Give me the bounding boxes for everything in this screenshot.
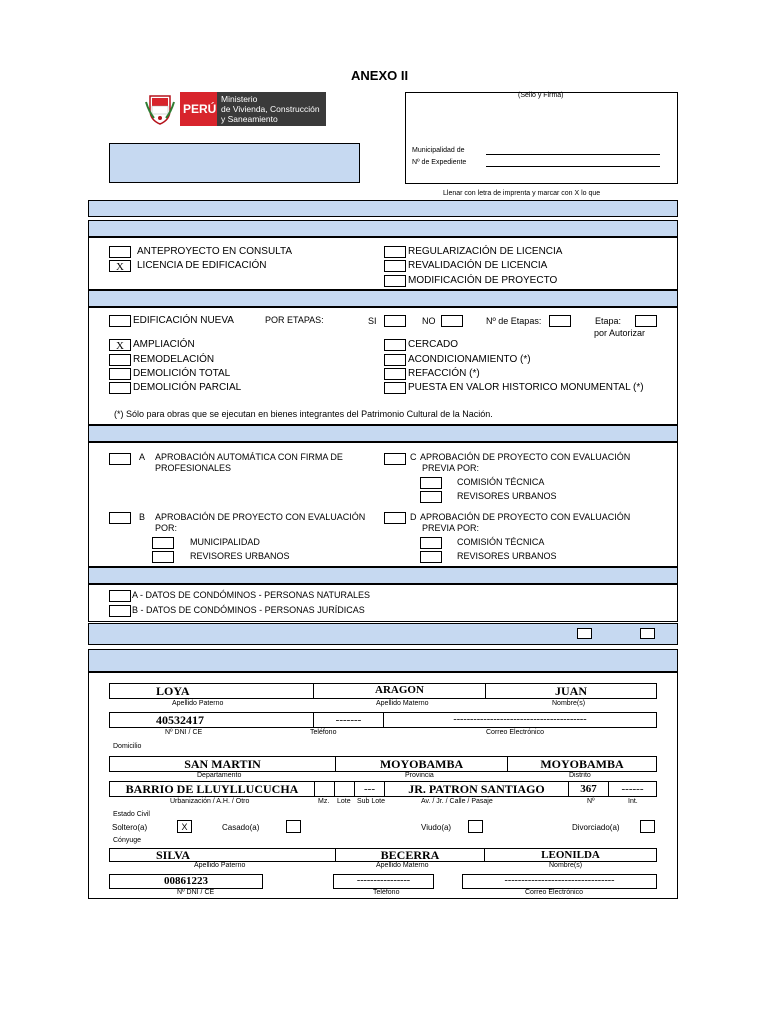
label-telefono: Teléfono bbox=[310, 729, 337, 736]
label-provincia: Provincia bbox=[405, 772, 434, 779]
field-interior[interactable]: ------ bbox=[608, 781, 657, 797]
label-nombres: Nombre(s) bbox=[552, 700, 586, 707]
checkbox-cercado[interactable] bbox=[384, 339, 406, 351]
label-por-etapas: POR ETAPAS: bbox=[265, 315, 324, 325]
letter-a: A bbox=[139, 452, 146, 462]
label-c-revisores: REVISORES URBANOS bbox=[457, 491, 557, 501]
label-cercado: CERCADO bbox=[408, 339, 459, 350]
section-band-administrado bbox=[88, 649, 678, 672]
section-band-modalidad bbox=[88, 425, 678, 442]
label-condominios-naturales: A - DATOS DE CONDÓMINOS - PERSONAS NATURALES bbox=[132, 590, 371, 600]
checkbox-c-comision[interactable] bbox=[420, 477, 442, 489]
label-modificacion: MODIFICACIÓN DE PROYECTO bbox=[408, 275, 558, 286]
input-num-etapas[interactable] bbox=[549, 315, 571, 327]
peru-coat-of-arms-icon bbox=[144, 92, 176, 126]
label-condominios-juridicas: B - DATOS DE CONDÓMINOS - PERSONAS JURÍDICAS bbox=[132, 605, 365, 615]
label-acondicionamiento: ACONDICIONAMIENTO (*) bbox=[408, 354, 531, 365]
label-remodelacion: REMODELACIÓN bbox=[133, 354, 215, 365]
expediente-field[interactable] bbox=[486, 166, 660, 167]
field-lote[interactable] bbox=[334, 781, 355, 797]
field-conyuge-apellido-paterno[interactable]: SILVA bbox=[109, 848, 336, 862]
label-demolicion-parcial: DEMOLICIÓN PARCIAL bbox=[133, 382, 242, 393]
label-conyuge-telefono: Teléfono bbox=[373, 889, 400, 896]
checkbox-divorciado[interactable] bbox=[640, 820, 655, 833]
label-anteproyecto: ANTEPROYECTO EN CONSULTA bbox=[137, 246, 293, 257]
label-licencia-edificacion: LICENCIA DE EDIFICACIÓN bbox=[137, 260, 267, 271]
label-b-revisores: REVISORES URBANOS bbox=[190, 551, 290, 561]
checkbox-d-revisores[interactable] bbox=[420, 551, 442, 563]
logo-ministry-line-3: y Saneamiento bbox=[221, 114, 278, 124]
input-etapa[interactable] bbox=[635, 315, 657, 327]
expediente-label: Nº de Expediente bbox=[412, 159, 467, 166]
label-revalidacion: REVALIDACIÓN DE LICENCIA bbox=[408, 260, 548, 271]
label-modalidad-b-1: APROBACIÓN DE PROYECTO CON EVALUACIÓN bbox=[155, 512, 366, 522]
label-ampliacion: AMPLIACIÓN bbox=[133, 339, 195, 350]
checkbox-soltero[interactable]: X bbox=[177, 820, 192, 833]
label-modalidad-d-2: PREVIA POR: bbox=[422, 523, 480, 533]
checkbox-condominios-naturales[interactable] bbox=[109, 590, 131, 602]
label-distrito: Distrito bbox=[569, 772, 591, 779]
checkbox-refaccion[interactable] bbox=[384, 368, 406, 380]
municipalidad-label: Municipalidad de bbox=[412, 147, 465, 154]
checkbox-modalidad-d[interactable] bbox=[384, 512, 406, 524]
label-conyuge: Cónyuge bbox=[113, 837, 142, 844]
checkbox-modalidad-c[interactable] bbox=[384, 453, 406, 465]
label-modalidad-b-2: POR: bbox=[155, 523, 178, 533]
label-dni: Nº DNI / CE bbox=[165, 729, 203, 736]
checkbox-licencia-edificacion[interactable]: X bbox=[109, 260, 131, 272]
checkbox-remodelacion[interactable] bbox=[109, 354, 131, 366]
label-sublote: Sub Lote bbox=[357, 798, 386, 805]
checkbox-acondicionamiento[interactable] bbox=[384, 354, 406, 366]
checkbox-demolicion-parcial[interactable] bbox=[109, 382, 131, 394]
logo-country: PERÚ bbox=[183, 102, 217, 116]
label-viudo: Viudo(a) bbox=[421, 823, 452, 832]
label-apellido-materno: Apellido Materno bbox=[376, 700, 429, 707]
checkbox-regularizacion[interactable] bbox=[384, 246, 406, 258]
checkbox-casado[interactable] bbox=[286, 820, 301, 833]
letter-b: B bbox=[139, 512, 146, 522]
label-modalidad-a-1: APROBACIÓN AUTOMÁTICA CON FIRMA DE bbox=[155, 452, 343, 462]
label-modalidad-d-1: APROBACIÓN DE PROYECTO CON EVALUACIÓN bbox=[420, 512, 631, 522]
checkbox-b-revisores[interactable] bbox=[152, 551, 174, 563]
checkbox-band-right[interactable] bbox=[640, 628, 655, 639]
checkbox-viudo[interactable] bbox=[468, 820, 483, 833]
section-band-1 bbox=[88, 200, 678, 217]
patrimonio-note: (*) Sólo para obras que se ejecutan en bienes integrantes del Patrimonio Cultural de la Nación. bbox=[114, 409, 493, 419]
section-band-tipo-obra bbox=[88, 290, 678, 307]
label-modalidad-c-1: APROBACIÓN DE PROYECTO CON EVALUACIÓN bbox=[420, 452, 631, 462]
section-band-tramite bbox=[88, 220, 678, 237]
stamp-box bbox=[405, 92, 678, 184]
label-d-comision: COMISIÓN TÉCNICA bbox=[457, 537, 545, 547]
label-modalidad-c-2: PREVIA POR: bbox=[422, 463, 480, 473]
field-conyuge-apellido-materno[interactable]: BECERRA bbox=[335, 848, 485, 862]
label-refaccion: REFACCIÓN (*) bbox=[408, 368, 480, 379]
label-interior: Int. bbox=[628, 798, 638, 805]
field-nombres[interactable]: JUAN bbox=[485, 683, 657, 699]
label-por-autorizar: por Autorizar bbox=[594, 328, 646, 338]
checkbox-ampliacion[interactable]: X bbox=[109, 339, 131, 351]
reserved-blue-box bbox=[109, 143, 360, 183]
label-domicilio: Domicilio bbox=[113, 743, 142, 750]
label-etapa: Etapa: bbox=[595, 316, 622, 326]
label-soltero: Soltero(a) bbox=[112, 823, 148, 832]
label-casado: Casado(a) bbox=[222, 823, 260, 832]
checkbox-etapas-no[interactable] bbox=[441, 315, 463, 327]
stamp-label: (Sello y Firma) bbox=[518, 92, 564, 99]
label-conyuge-dni: Nº DNI / CE bbox=[177, 889, 215, 896]
label-puesta-en-valor: PUESTA EN VALOR HISTORICO MONUMENTAL (*) bbox=[408, 382, 644, 393]
checkbox-demolicion-total[interactable] bbox=[109, 368, 131, 380]
label-demolicion-total: DEMOLICIÓN TOTAL bbox=[133, 368, 231, 379]
field-numero[interactable]: 367 bbox=[568, 781, 609, 797]
field-mz[interactable] bbox=[314, 781, 335, 797]
field-calle[interactable]: JR. PATRON SANTIAGO bbox=[384, 781, 569, 797]
field-departamento[interactable]: SAN MARTIN bbox=[109, 756, 336, 772]
checkbox-condominios-juridicas[interactable] bbox=[109, 605, 131, 617]
checkbox-revalidacion[interactable] bbox=[384, 260, 406, 272]
label-departamento: Departamento bbox=[197, 772, 242, 779]
label-calle: Av. / Jr. / Calle / Pasaje bbox=[421, 798, 493, 805]
form-title: ANEXO II bbox=[351, 68, 409, 83]
field-provincia[interactable]: MOYOBAMBA bbox=[335, 756, 508, 772]
label-conyuge-nombres: Nombre(s) bbox=[549, 862, 583, 869]
municipalidad-field[interactable] bbox=[486, 154, 660, 155]
field-conyuge-telefono[interactable]: ---------------- bbox=[333, 874, 434, 889]
checkbox-anteproyecto[interactable] bbox=[109, 246, 131, 258]
label-c-comision: COMISIÓN TÉCNICA bbox=[457, 477, 545, 487]
label-divorciado: Divorciado(a) bbox=[572, 823, 620, 832]
instructions-text: Llenar con letra de imprenta y marcar con X lo que bbox=[443, 190, 601, 197]
field-conyuge-dni[interactable]: 00861223 bbox=[109, 874, 263, 889]
label-apellido-paterno: Apellido Paterno bbox=[172, 700, 224, 707]
checkbox-puesta-en-valor[interactable] bbox=[384, 382, 406, 394]
logo-ministry-line-2: de Vivienda, Construcción bbox=[221, 104, 320, 114]
checkbox-modificacion[interactable] bbox=[384, 275, 406, 287]
field-urbanizacion[interactable]: BARRIO DE LLUYLLUCUCHA bbox=[109, 781, 315, 797]
label-lote: Lote bbox=[337, 798, 351, 805]
checkbox-edificacion-nueva[interactable] bbox=[109, 315, 131, 327]
field-distrito[interactable]: MOYOBAMBA bbox=[507, 756, 657, 772]
checkbox-band-left[interactable] bbox=[577, 628, 592, 639]
checkbox-etapas-si[interactable] bbox=[384, 315, 406, 327]
field-apellido-paterno[interactable]: LOYA bbox=[109, 683, 314, 699]
label-mz: Mz. bbox=[318, 798, 330, 805]
field-dni[interactable]: 40532417 bbox=[109, 712, 314, 728]
label-conyuge-apellido-materno: Apellido Materno bbox=[376, 862, 429, 869]
label-conyuge-apellido-paterno: Apellido Paterno bbox=[194, 862, 246, 869]
field-conyuge-correo[interactable]: --------------------------------- bbox=[462, 874, 657, 889]
checkbox-b-municipalidad[interactable] bbox=[152, 537, 174, 549]
letter-d: D bbox=[410, 512, 417, 522]
label-b-municipalidad: MUNICIPALIDAD bbox=[190, 537, 260, 547]
field-correo[interactable]: ---------------------------------------- bbox=[383, 712, 657, 728]
label-numero: Nº bbox=[587, 798, 595, 805]
label-estado-civil: Estado Civil bbox=[113, 811, 150, 818]
field-apellido-materno[interactable]: ARAGON bbox=[313, 683, 486, 699]
checkbox-d-comision[interactable] bbox=[420, 537, 442, 549]
label-d-revisores: REVISORES URBANOS bbox=[457, 551, 557, 561]
label-urbanizacion: Urbanización / A.H. / Otro bbox=[170, 798, 250, 805]
checkbox-c-revisores[interactable] bbox=[420, 491, 442, 503]
field-conyuge-nombres[interactable]: LEONILDA bbox=[484, 848, 657, 862]
checkbox-modalidad-b[interactable] bbox=[109, 512, 131, 524]
field-sublote[interactable]: --- bbox=[354, 781, 385, 797]
label-edificacion-nueva: EDIFICACIÓN NUEVA bbox=[133, 315, 234, 326]
label-si: SI bbox=[368, 316, 377, 326]
checkbox-modalidad-a[interactable] bbox=[109, 453, 131, 465]
label-modalidad-a-2: PROFESIONALES bbox=[155, 463, 232, 473]
letter-c: C bbox=[410, 452, 417, 462]
label-conyuge-correo: Correo Electrónico bbox=[525, 889, 583, 896]
label-regularizacion: REGULARIZACIÓN DE LICENCIA bbox=[408, 246, 563, 257]
field-telefono[interactable]: ------- bbox=[313, 712, 384, 728]
logo-ministry-line-1: Ministerio bbox=[221, 94, 258, 104]
section-band-condominios bbox=[88, 567, 678, 584]
label-num-etapas: Nº de Etapas: bbox=[486, 316, 542, 326]
label-no: NO bbox=[422, 316, 436, 326]
label-correo: Correo Electrónico bbox=[486, 729, 544, 736]
